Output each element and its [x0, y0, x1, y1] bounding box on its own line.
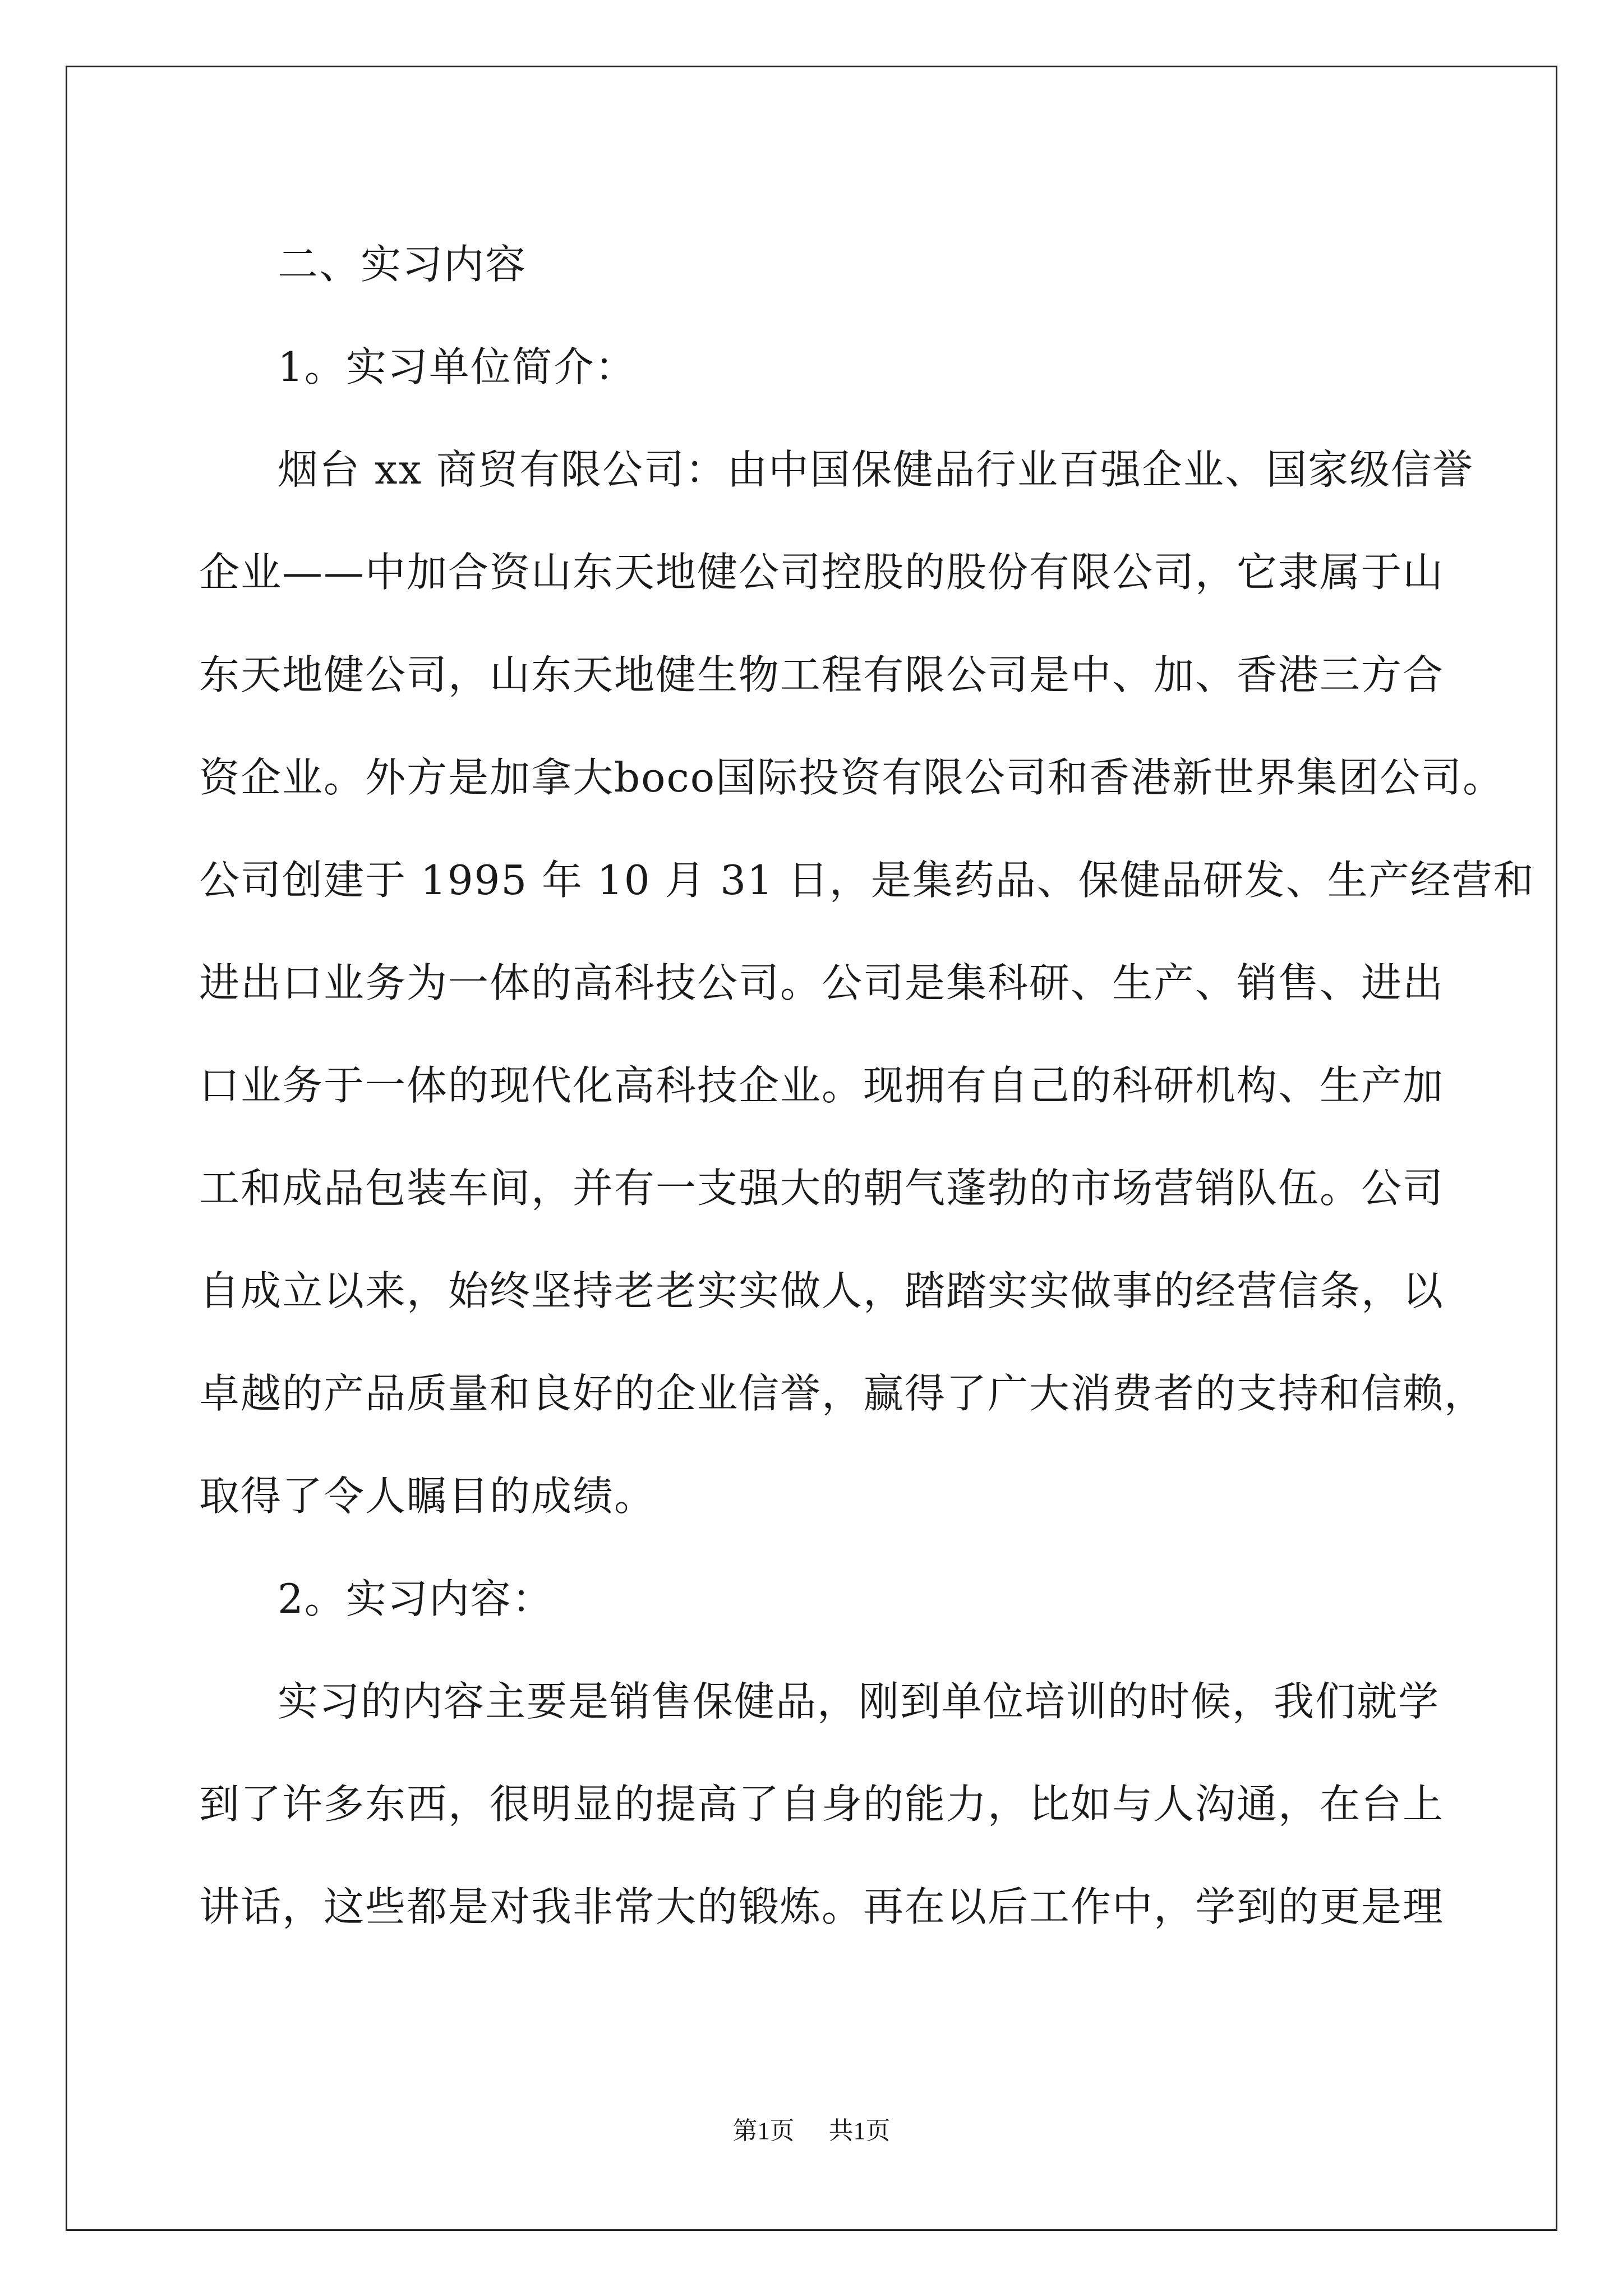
- page-footer: [0, 2110, 1623, 2146]
- section-heading: 二、实习内容: [278, 241, 527, 288]
- document-body: [199, 213, 1535, 1958]
- paragraph-line: 东天地健公司，山东天地健生物工程有限公司是中、加、香港三方合: [199, 651, 1445, 698]
- paragraph-line: 讲话，这些都是对我非常大的锻炼。再在以后工作中，学到的更是理: [199, 1883, 1445, 1930]
- page-number: 第1页: [732, 2117, 795, 2145]
- page-total: 共1页: [828, 2117, 891, 2145]
- paragraph-line: 资企业。外方是加拿大boco国际投资有限公司和香港新世界集团公司。: [199, 754, 1505, 801]
- paragraph-line: 企业——中加合资山东天地健公司控股的股份有限公司，它隶属于山: [199, 549, 1445, 596]
- paragraph-line: 进出口业务为一体的高科技公司。公司是集科研、生产、销售、进出: [199, 959, 1445, 1006]
- paragraph-line: 自成立以来，始终坚持老老实实做人，踏踏实实做事的经营信条，以: [199, 1267, 1445, 1314]
- subsection-heading-company-intro: 1。实习单位简介：: [278, 343, 637, 390]
- paragraph-line: 公司创建于 1995 年 10 月 31 日，是集药品、保健品研发、生产经营和: [199, 857, 1535, 904]
- subsection-heading-internship-content: 2。实习内容：: [278, 1575, 554, 1622]
- paragraph-line: 工和成品包装车间，并有一支强大的朝气蓬勃的市场营销队伍。公司: [199, 1165, 1445, 1212]
- paragraph-line: 到了许多东西，很明显的提高了自身的能力，比如与人沟通，在台上: [199, 1780, 1445, 1828]
- paragraph-line: 烟台 xx 商贸有限公司：由中国保健品行业百强企业、国家级信誉: [278, 446, 1474, 493]
- paragraph-line: 实习的内容主要是销售保健品，刚到单位培训的时候，我们就学: [278, 1678, 1440, 1725]
- paragraph-line: 口业务于一体的现代化高科技企业。现拥有自己的科研机构、生产加: [199, 1062, 1445, 1109]
- paragraph-line: 取得了令人瞩目的成绩。: [199, 1473, 656, 1520]
- paragraph-line: 卓越的产品质量和良好的企业信誉，赢得了广大消费者的支持和信赖，: [199, 1370, 1486, 1417]
